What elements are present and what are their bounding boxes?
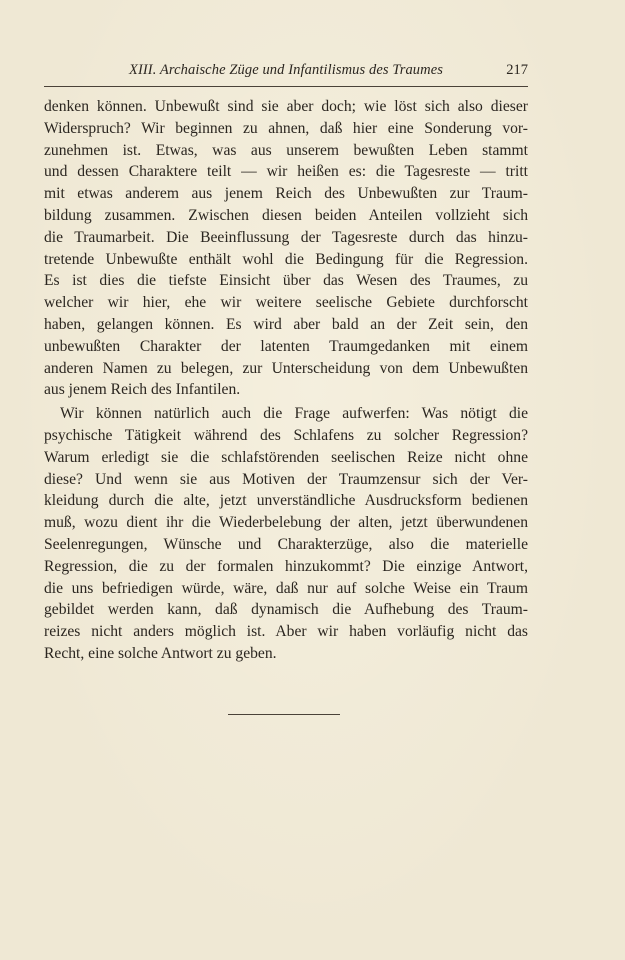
text-line: gebildet werden kann, daß dynamisch die Aufhebung des Traum-: [44, 601, 528, 619]
text-line: Es ist dies die tiefste Einsicht über das Wesen des Traumes, zu: [44, 272, 528, 290]
text-line: Seelenregungen, Wünsche und Charakterzüge, also die materielle: [44, 535, 528, 553]
body-text: [44, 96, 528, 665]
text-line: tretende Unbewußte enthält wohl die Bedingung für die Regression.: [44, 250, 528, 268]
text-line: unbewußten Charakter der latenten Traumgedanken mit einem: [44, 337, 528, 355]
text-line: bildung zusammen. Zwischen diesen beiden Anteilen vollzieht sich: [44, 206, 528, 224]
paragraph: [44, 96, 528, 401]
text-line: und dessen Charaktere teilt — wir heißen es: die Tagesreste — tritt: [44, 163, 528, 181]
text-line: aus jenem Reich des Infantilen.: [44, 381, 241, 399]
header-rule: [44, 86, 528, 87]
text-line: haben, gelangen können. Es wird aber bald an der Zeit sein, den: [44, 315, 528, 333]
running-head: [44, 60, 528, 84]
text-line: psychische Tätigkeit während des Schlafens zu solcher Regression?: [44, 426, 528, 444]
text-line: die uns befriedigen würde, wäre, daß nur auf solche Weise ein Traum: [44, 579, 528, 597]
text-line: mit etwas anderem aus jenem Reich des Unbewußten zur Traum-: [44, 185, 528, 203]
text-line: kleidung durch die alte, jetzt unverständliche Ausdrucksform bedienen: [44, 492, 528, 510]
text-line: zunehmen ist. Etwas, was aus unserem bewußten Leben stammt: [44, 141, 528, 159]
text-line: Recht, eine solche Antwort zu geben.: [44, 644, 277, 662]
text-line: reizes nicht anders möglich ist. Aber wir haben vorläufig nicht das: [44, 623, 528, 641]
section-end-rule: [228, 714, 340, 715]
text-line: diese? Und wenn sie aus Motiven der Traumzensur sich der Ver-: [44, 470, 528, 488]
text-line: anderen Namen zu belegen, zur Unterscheidung von dem Unbewußten: [44, 359, 528, 377]
text-line: muß, wozu dient ihr die Wiederbelebung der alten, jetzt überwundenen: [44, 514, 528, 532]
text-line: Warum erledigt sie die schlafstörenden seelischen Reize nicht ohne: [44, 448, 528, 466]
page-number: 217: [506, 62, 528, 78]
text-line: Widerspruch? Wir beginnen zu ahnen, daß hier eine Sonderung vor-: [44, 119, 528, 137]
text-line: welcher wir hier, ehe wir weitere seelische Gebiete durchforscht: [44, 294, 528, 312]
text-line: die Traumarbeit. Die Beeinflussung der Tagesreste durch das hinzu-: [44, 228, 528, 246]
text-line: Regression, die zu der formalen hinzukommt? Die einzige Antwort,: [44, 557, 528, 575]
running-title: XIII. Archaische Züge und Infantilismus des Traumes: [128, 62, 443, 78]
paragraph: [44, 403, 528, 665]
text-line: Wir können natürlich auch die Frage aufwerfen: Was nötigt die: [60, 405, 528, 423]
text-line: denken können. Unbewußt sind sie aber doch; wie löst sich also dieser: [44, 98, 528, 115]
